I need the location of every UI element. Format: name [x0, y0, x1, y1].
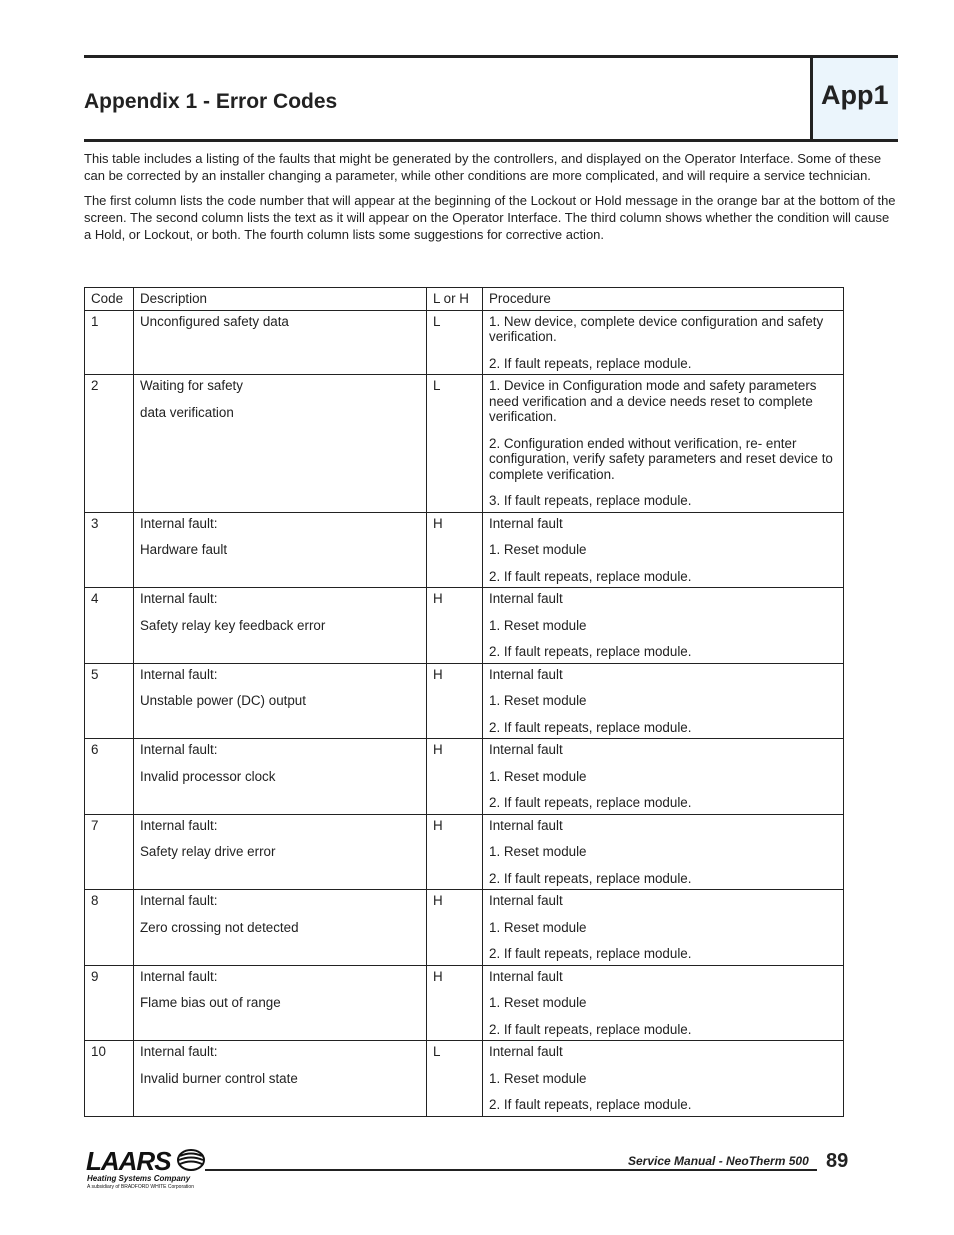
- procedure-step: 2. If fault repeats, replace module.: [489, 568, 692, 584]
- procedure-step: Internal fault: [489, 893, 563, 908]
- logo-subsidiary: A subsidiary of BRADFORD WHITE Corporation: [87, 1184, 194, 1190]
- procedure-step: 2. If fault repeats, replace module.: [489, 870, 692, 886]
- intro-paragraph: This table includes a listing of the faults that might be generated by the controllers, and displayed on the Operator Interface. Some of these can be corrected by an installer changing a parameter, while other conditions are more complicated, and will require a service technician.: [84, 151, 882, 183]
- code-value: 6: [91, 742, 99, 757]
- page-number: 89: [826, 1150, 849, 1172]
- cell-l-or-h: [427, 512, 483, 588]
- procedure-step: 1. Reset module: [489, 768, 587, 784]
- cell-l-or-h: [427, 1041, 483, 1117]
- procedure-step: 1. Reset module: [489, 1070, 587, 1086]
- description-line: Safety relay drive error: [140, 844, 276, 859]
- intro-paragraph: The first column lists the code number that will appear at the beginning of the Lockout or Hold message in the orange bar at the bottom of the screen. The second column lists the text as it will appear on the Operator Interface. The third column shows whether the condition will cause a Hold, or Lockout, or both. The fourth column lists some suggestions for corrective action.: [84, 193, 896, 242]
- cell-l-or-h: [427, 814, 483, 890]
- laars-logo: [86, 1146, 208, 1192]
- description-line: Zero crossing not detected: [140, 919, 299, 935]
- procedure-step: 1. Reset module: [489, 844, 587, 859]
- description-line: Waiting for safety: [140, 378, 243, 393]
- cell-procedure: [483, 965, 844, 1041]
- cell-description: [134, 663, 427, 739]
- cell-description: [134, 310, 427, 375]
- description-line: Invalid burner control state: [140, 1070, 298, 1086]
- header-code: Code: [85, 288, 134, 311]
- procedure-step: Internal fault: [489, 666, 563, 682]
- cell-l-or-h: [427, 739, 483, 815]
- cell-procedure: [483, 814, 844, 890]
- description-line: Flame bias out of range: [140, 995, 281, 1010]
- logo-wordmark: LAARS: [86, 1146, 171, 1176]
- cell-description: [134, 512, 427, 588]
- description-line: Internal fault:: [140, 893, 218, 908]
- description-line: data verification: [140, 404, 234, 420]
- description-line: Invalid processor clock: [140, 768, 276, 784]
- code-value: 7: [91, 817, 99, 833]
- code-value: 9: [91, 968, 99, 984]
- error-codes-table: [84, 287, 844, 1117]
- description-line: Unconfigured safety data: [140, 313, 289, 329]
- cell-procedure: [483, 1041, 844, 1117]
- table-row: [85, 512, 844, 588]
- code-value: 10: [91, 1044, 106, 1059]
- table-row: [85, 375, 844, 513]
- description-line: Internal fault:: [140, 666, 218, 682]
- cell-procedure: [483, 310, 844, 375]
- header-rule-top: [84, 55, 898, 58]
- procedure-step: 2. If fault repeats, replace module.: [489, 946, 692, 961]
- page-title: Appendix 1 - Error Codes: [84, 90, 338, 113]
- l-or-h-value: H: [433, 666, 443, 682]
- cell-description: [134, 1041, 427, 1117]
- table-row: [85, 965, 844, 1041]
- table-row: [85, 588, 844, 664]
- cell-procedure: [483, 588, 844, 664]
- cell-code: [85, 375, 134, 513]
- l-or-h-value: H: [433, 591, 443, 606]
- procedure-step: 1. Reset module: [489, 542, 587, 557]
- procedure-step: Internal fault: [489, 1044, 563, 1059]
- cell-procedure: [483, 890, 844, 966]
- cell-l-or-h: [427, 375, 483, 513]
- cell-description: [134, 814, 427, 890]
- cell-description: [134, 739, 427, 815]
- procedure-step: 1. Reset module: [489, 995, 587, 1010]
- procedure-step: 1. Reset module: [489, 919, 587, 935]
- code-value: 8: [91, 893, 99, 908]
- intro-text: [84, 150, 898, 251]
- cell-description: [134, 375, 427, 513]
- cell-procedure: [483, 739, 844, 815]
- appendix-tab-label: App1: [821, 80, 889, 110]
- table-body: [85, 310, 844, 1116]
- cell-l-or-h: [427, 890, 483, 966]
- procedure-step: Internal fault: [489, 742, 563, 757]
- footer-rule: [205, 1169, 817, 1171]
- cell-description: [134, 890, 427, 966]
- cell-description: [134, 965, 427, 1041]
- procedure-step: 2. Configuration ended without verification, re- enter configuration, verify safety parameters and reset device to complete verification.: [489, 435, 833, 482]
- procedure-step: 2. If fault repeats, replace module.: [489, 644, 692, 659]
- procedure-step: 1. New device, complete device configuration and safety verification.: [489, 313, 824, 344]
- code-value: 5: [91, 666, 99, 682]
- cell-code: [85, 663, 134, 739]
- description-line: Internal fault:: [140, 817, 218, 833]
- table-row: [85, 310, 844, 375]
- description-line: Safety relay key feedback error: [140, 617, 326, 633]
- table-row: [85, 1041, 844, 1117]
- logo-tagline: Heating Systems Company: [87, 1174, 191, 1183]
- procedure-step: 2. If fault repeats, replace module.: [489, 719, 692, 735]
- table-row: [85, 814, 844, 890]
- description-line: Internal fault:: [140, 742, 218, 757]
- l-or-h-value: L: [433, 1044, 441, 1059]
- cell-procedure: [483, 375, 844, 513]
- l-or-h-value: H: [433, 515, 443, 531]
- cell-code: [85, 965, 134, 1041]
- procedure-step: 2. If fault repeats, replace module.: [489, 795, 692, 810]
- cell-l-or-h: [427, 588, 483, 664]
- l-or-h-value: H: [433, 817, 443, 833]
- cell-l-or-h: [427, 663, 483, 739]
- procedure-step: Internal fault: [489, 591, 563, 606]
- description-line: Hardware fault: [140, 542, 228, 557]
- code-value: 4: [91, 591, 99, 606]
- cell-l-or-h: [427, 310, 483, 375]
- table-row: [85, 663, 844, 739]
- procedure-step: 2. If fault repeats, replace module.: [489, 355, 692, 371]
- procedure-step: Internal fault: [489, 515, 563, 531]
- l-or-h-value: L: [433, 313, 441, 329]
- description-line: Unstable power (DC) output: [140, 693, 306, 708]
- cell-code: [85, 890, 134, 966]
- laars-logo-icon: [176, 1148, 206, 1172]
- procedure-step: 3. If fault repeats, replace module.: [489, 493, 692, 508]
- description-line: Internal fault:: [140, 515, 218, 531]
- l-or-h-value: L: [433, 378, 441, 393]
- cell-code: [85, 1041, 134, 1117]
- procedure-step: 1. Reset module: [489, 617, 587, 633]
- cell-procedure: [483, 512, 844, 588]
- procedure-step: 2. If fault repeats, replace module.: [489, 1021, 692, 1037]
- cell-code: [85, 310, 134, 375]
- l-or-h-value: H: [433, 742, 443, 757]
- cell-code: [85, 512, 134, 588]
- l-or-h-value: H: [433, 893, 443, 908]
- procedure-step: Internal fault: [489, 817, 563, 833]
- procedure-step: 1. Device in Configuration mode and safety parameters need verification and a device needs reset to complete verification.: [489, 378, 817, 424]
- procedure-step: 2. If fault repeats, replace module.: [489, 1097, 692, 1112]
- cell-code: [85, 814, 134, 890]
- appendix-tab: [810, 58, 898, 139]
- cell-code: [85, 588, 134, 664]
- description-line: Internal fault:: [140, 968, 218, 984]
- description-line: Internal fault:: [140, 591, 218, 606]
- l-or-h-value: H: [433, 968, 443, 984]
- header-l-or-h: L or H: [427, 288, 483, 311]
- table-row: [85, 739, 844, 815]
- code-value: 2: [91, 378, 99, 393]
- cell-l-or-h: [427, 965, 483, 1041]
- table-row: [85, 890, 844, 966]
- code-value: 1: [91, 313, 99, 329]
- procedure-step: Internal fault: [489, 968, 563, 984]
- cell-code: [85, 739, 134, 815]
- description-line: Internal fault:: [140, 1044, 218, 1059]
- table-header-row: [85, 288, 844, 311]
- header-rule-bottom: [84, 139, 898, 142]
- header-description: Description: [134, 288, 427, 311]
- cell-procedure: [483, 663, 844, 739]
- cell-description: [134, 588, 427, 664]
- header-procedure: Procedure: [483, 288, 844, 311]
- code-value: 3: [91, 515, 99, 531]
- manual-title: Service Manual - NeoTherm 500: [628, 1154, 809, 1168]
- procedure-step: 1. Reset module: [489, 693, 587, 708]
